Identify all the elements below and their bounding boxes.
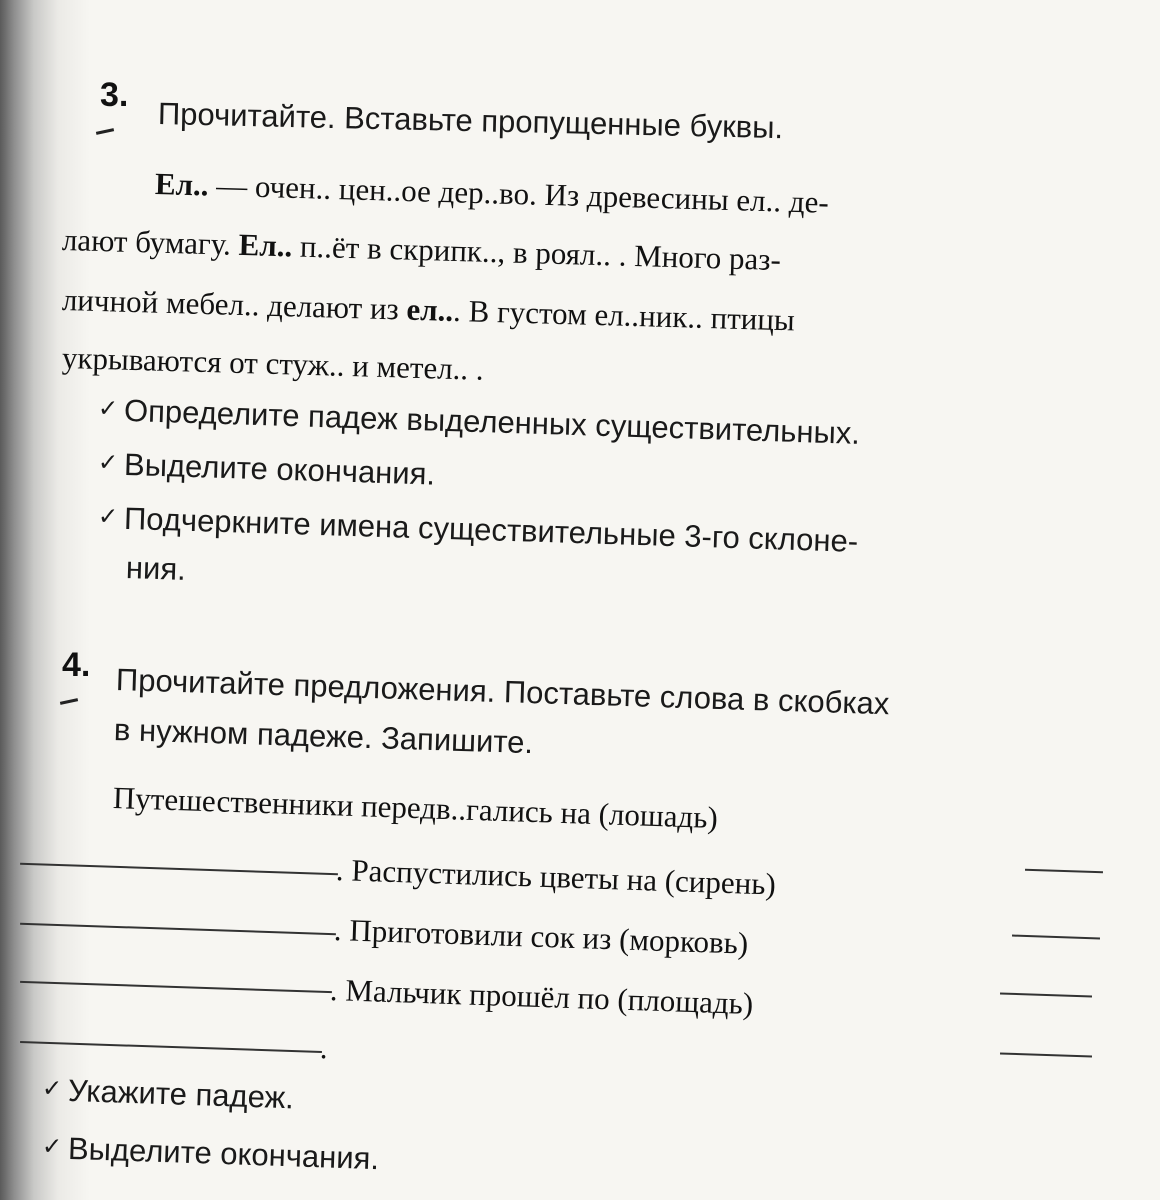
task-item: ✓ Укажите падеж. <box>41 1072 295 1116</box>
text-line: лают бумагу. Ел.. п..ёт в скрипк.., в роял.. . Много раз- <box>61 222 782 278</box>
sentence: . Мальчик прошёл по (площадь) <box>329 972 754 1022</box>
check-icon: ✓ <box>97 502 119 531</box>
check-icon: ✓ <box>97 394 119 423</box>
answer-blank[interactable] <box>20 863 338 876</box>
exercise-instruction: Прочитайте предложения. Поставьте слова в скобках <box>115 662 890 722</box>
check-icon: ✓ <box>97 448 119 477</box>
sentence-end: . <box>319 1030 329 1066</box>
task-item: ✓ Выделите окончания. <box>97 446 436 492</box>
text-line: личной мебел.. делают из ел... В густом ел..ник.. птицы <box>61 282 796 338</box>
exercise-number: 4. <box>62 646 91 684</box>
check-icon: ✓ <box>41 1074 63 1103</box>
check-icon: ✓ <box>41 1132 63 1161</box>
task-item: ✓ Подчеркните имена существительные 3-го склоне- <box>97 500 859 559</box>
task-item: ✓ Определите падеж выделенных существительных. <box>97 392 861 451</box>
answer-blank[interactable] <box>1000 1052 1092 1057</box>
exercise-dash-mark <box>96 128 114 135</box>
sentence: . Распустились цветы на (сирень) <box>335 852 777 902</box>
answer-blank[interactable] <box>1012 935 1100 940</box>
sentence: Путешественники передв..гались на (лошадь) <box>112 780 719 836</box>
answer-blank[interactable] <box>20 923 336 935</box>
answer-blank[interactable] <box>20 981 332 993</box>
answer-blank[interactable] <box>1000 992 1092 997</box>
exercise-dash-mark <box>60 698 78 705</box>
text-line: укрываются от стуж.. и метел.. . <box>61 340 485 387</box>
text-line: Ел.. — очен.. цен..ое дер..во. Из древесины ел.. де- <box>154 166 830 220</box>
exercise-instruction: Прочитайте. Вставьте пропущенные буквы. <box>157 96 784 146</box>
exercise-instruction: в нужном падеже. Запишите. <box>113 712 534 761</box>
answer-blank[interactable] <box>1025 869 1103 874</box>
exercise-number: 3. <box>100 76 129 114</box>
task-item: ✓ Выделите окончания. <box>41 1130 380 1177</box>
answer-blank[interactable] <box>20 1041 322 1053</box>
task-item-continuation: ния. <box>125 550 187 587</box>
sentence: . Приготовили сок из (морковь) <box>333 912 749 961</box>
